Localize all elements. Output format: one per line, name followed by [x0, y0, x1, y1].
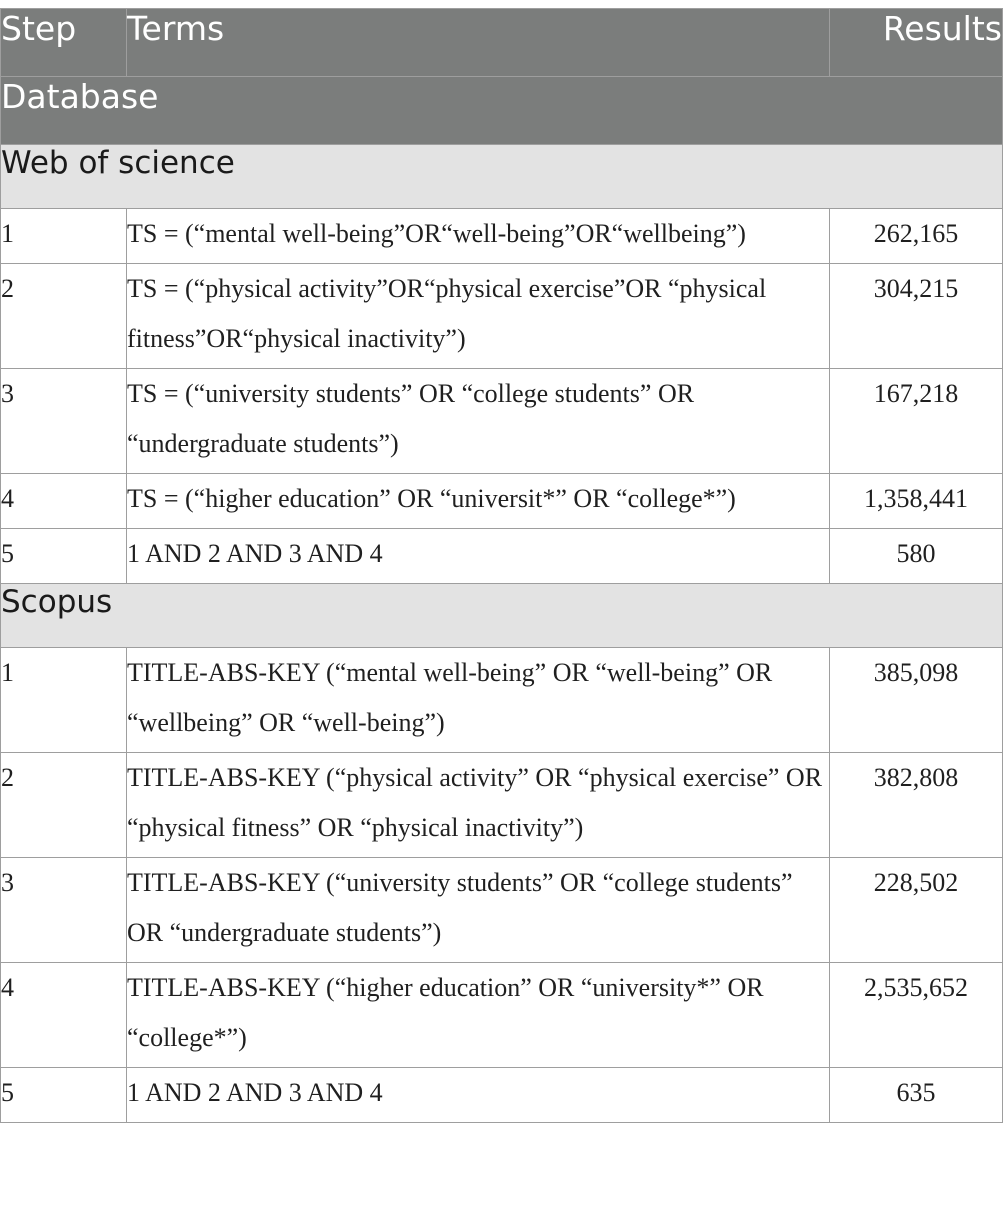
terms-cell: TS = (“physical activity”OR“physical exercise”OR “physical fitness”OR“physical inactivity”) [127, 264, 830, 369]
table-row [1, 529, 1003, 584]
table-row [1, 753, 1003, 858]
section-row-web-of-science [1, 145, 1003, 209]
terms-cell: TS = (“mental well-being”OR“well-being”OR“wellbeing”) [127, 209, 830, 264]
step-cell: 1 [1, 209, 127, 264]
results-cell: 228,502 [830, 858, 1003, 963]
terms-cell: TS = (“university students” OR “college students” OR “undergraduate students”) [127, 369, 830, 474]
header-step: Step [1, 9, 127, 77]
table-row [1, 369, 1003, 474]
results-cell: 2,535,652 [830, 963, 1003, 1068]
table-row [1, 1068, 1003, 1123]
results-cell: 580 [830, 529, 1003, 584]
terms-cell: TITLE-ABS-KEY (“mental well-being” OR “well-being” OR “wellbeing” OR “well-being”) [127, 648, 830, 753]
results-cell: 1,358,441 [830, 474, 1003, 529]
results-cell: 382,808 [830, 753, 1003, 858]
results-cell: 304,215 [830, 264, 1003, 369]
step-cell: 4 [1, 474, 127, 529]
header-terms: Terms [127, 9, 830, 77]
database-row [1, 77, 1003, 145]
database-label: Database [1, 77, 1003, 145]
terms-cell: 1 AND 2 AND 3 AND 4 [127, 1068, 830, 1123]
step-cell: 3 [1, 369, 127, 474]
terms-cell: 1 AND 2 AND 3 AND 4 [127, 529, 830, 584]
step-cell: 1 [1, 648, 127, 753]
results-cell: 262,165 [830, 209, 1003, 264]
header-results: Results [830, 9, 1003, 77]
terms-cell: TS = (“higher education” OR “universit*” OR “college*”) [127, 474, 830, 529]
terms-cell: TITLE-ABS-KEY (“university students” OR “college students” OR “undergraduate students”) [127, 858, 830, 963]
section-title: Web of science [1, 145, 1003, 209]
results-cell: 385,098 [830, 648, 1003, 753]
step-cell: 2 [1, 753, 127, 858]
header-row [1, 9, 1003, 77]
table-row [1, 264, 1003, 369]
table-row [1, 209, 1003, 264]
step-cell: 3 [1, 858, 127, 963]
search-strategy-table [0, 8, 1003, 1123]
table-row [1, 858, 1003, 963]
step-cell: 4 [1, 963, 127, 1068]
terms-cell: TITLE-ABS-KEY (“higher education” OR “university*” OR “college*”) [127, 963, 830, 1068]
results-cell: 635 [830, 1068, 1003, 1123]
table-row [1, 474, 1003, 529]
step-cell: 2 [1, 264, 127, 369]
step-cell: 5 [1, 529, 127, 584]
terms-cell: TITLE-ABS-KEY (“physical activity” OR “physical exercise” OR “physical fitness” OR “physical inactivity”) [127, 753, 830, 858]
step-cell: 5 [1, 1068, 127, 1123]
table-row [1, 648, 1003, 753]
table-row [1, 963, 1003, 1068]
section-row-scopus [1, 584, 1003, 648]
results-cell: 167,218 [830, 369, 1003, 474]
section-title: Scopus [1, 584, 1003, 648]
